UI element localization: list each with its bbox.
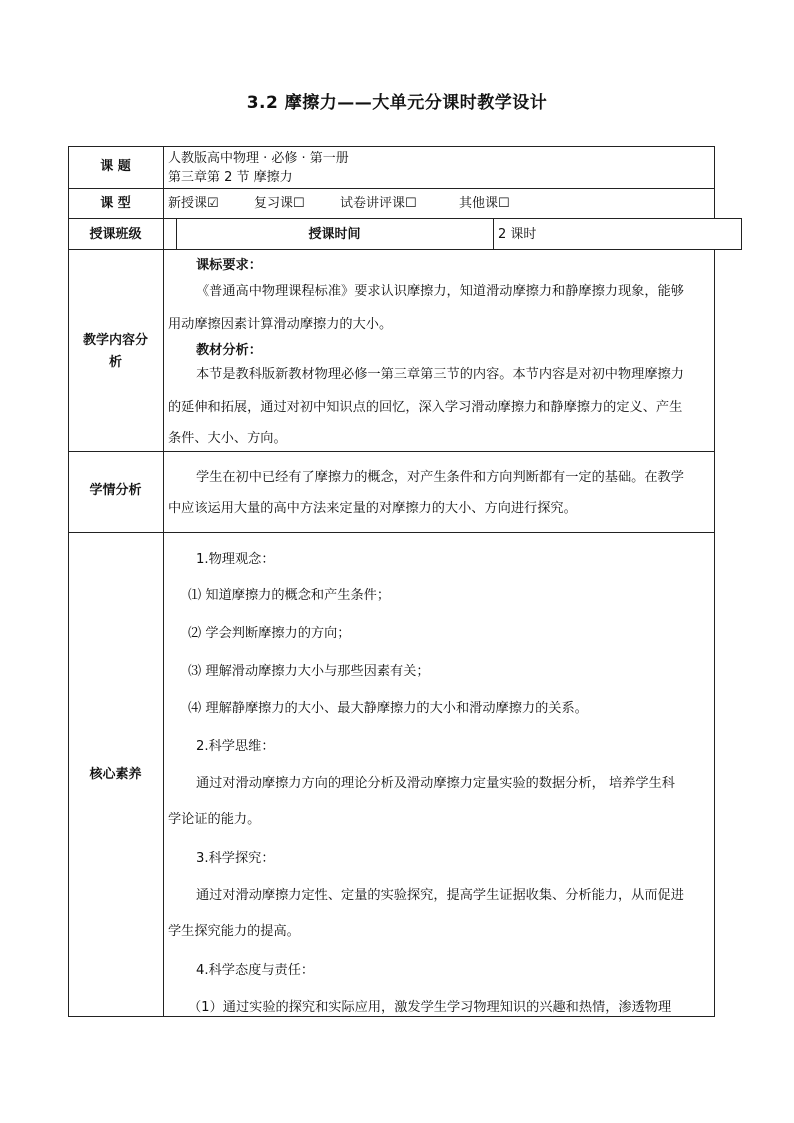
core-heading-attitude: 4.科学态度与责任： [196, 963, 315, 978]
content-para-line: 本节是教科版新教材物理必修一第三章第三节的内容。本节内容是对初中物理摩擦力 [196, 367, 684, 382]
type-option-test-review: 试卷讲评课☐ [340, 196, 417, 211]
learning-para-line: 学生在初中已经有了摩擦力的概念，对产生条件和方向判断都有一定的基础。在教学 [196, 470, 684, 485]
textbook-heading: 教材分析： [196, 343, 262, 358]
content-para-line: 《普通高中物理课程标准》要求认识摩擦力，知道滑动摩擦力和静摩擦力现象，能够 [196, 284, 684, 299]
core-para-line: 通过对滑动摩擦力定性、定量的实验探究，提高学生证据收集、分析能力，从而促进 [196, 888, 684, 903]
topic-line1: 人教版高中物理 · 必修 · 第一册 [168, 151, 349, 166]
core-label: 核心素养 [89, 767, 142, 782]
core-heading-inquiry: 3.科学探究： [196, 851, 275, 866]
topic-line2: 第三章第 2 节 摩擦力 [168, 170, 293, 185]
learning-para-line: 中应该运用大量的高中方法来定量的对摩擦力的大小、方向进行探究。 [168, 501, 577, 516]
content-para-line: 用动摩擦因素计算滑动摩擦力的大小。 [168, 317, 393, 332]
topic-label: 课 题 [100, 159, 131, 174]
content-para-line: 的延伸和拓展，通过对初中知识点的回忆，深入学习滑动摩擦力和静摩擦力的定义、产生 [168, 400, 683, 415]
core-para-line: （1）通过实验的探究和实际应用，激发学生学习物理知识的兴趣和热情，渗透物理 [188, 1000, 672, 1015]
time-value: 2 课时 [498, 227, 537, 242]
content-para-line: 条件、大小、方向。 [168, 431, 287, 446]
core-item: ⑶ 理解滑动摩擦力大小与那些因素有关； [188, 664, 430, 679]
type-label: 课 型 [100, 196, 131, 211]
core-para-line: 学论证的能力。 [168, 812, 261, 827]
learning-label: 学情分析 [89, 483, 142, 498]
type-option-new: 新授课☑ [168, 196, 219, 211]
class-label: 授课班级 [89, 227, 142, 242]
core-item: ⑵ 学会判断摩擦力的方向； [188, 626, 351, 641]
core-para-line: 通过对滑动摩擦力方向的理论分析及滑动摩擦力定量实验的数据分析， 培养学生科 [196, 776, 675, 791]
type-option-review: 复习课☐ [254, 196, 305, 211]
curriculum-heading: 课标要求： [196, 258, 262, 273]
content-label [68, 330, 163, 374]
type-option-other: 其他课☐ [459, 196, 510, 211]
content-label-line2: 析 [108, 355, 122, 370]
content-label-line1: 教学内容分 [82, 333, 148, 348]
page-title: 3.2 摩擦力——大单元分课时教学设计 [246, 93, 548, 113]
core-item: ⑴ 知道摩擦力的概念和产生条件； [188, 588, 391, 603]
core-heading-thinking: 2.科学思维： [196, 739, 275, 754]
time-label: 授课时间 [308, 227, 361, 242]
core-item: ⑷ 理解静摩擦力的大小、最大静摩擦力的大小和滑动摩擦力的关系。 [188, 701, 588, 716]
core-heading-physics: 1.物理观念： [196, 552, 275, 567]
core-para-line: 学生探究能力的提高。 [168, 924, 300, 939]
